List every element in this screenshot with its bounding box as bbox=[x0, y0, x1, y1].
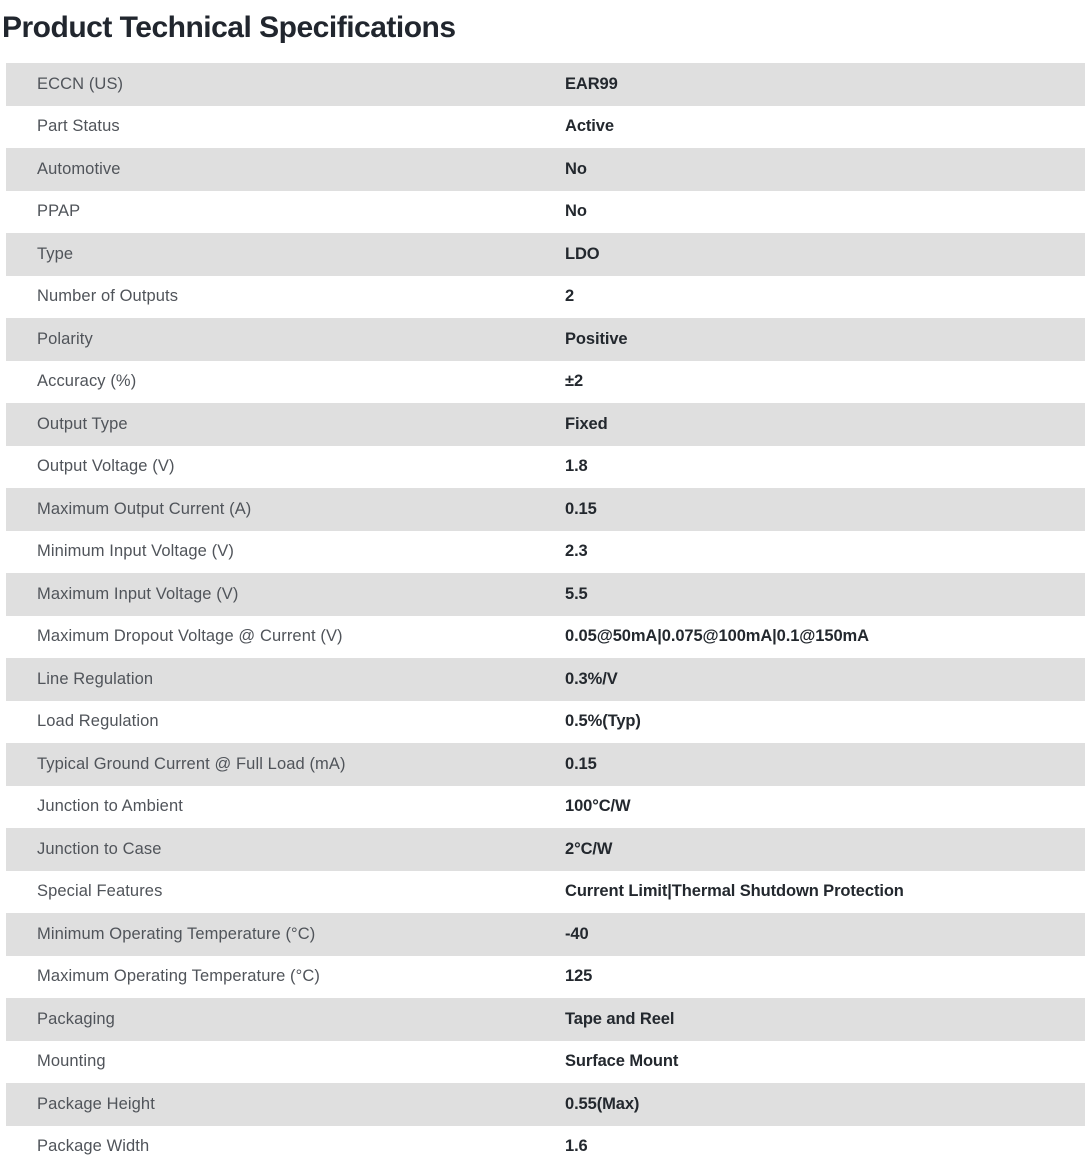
row-label: Mounting bbox=[37, 1052, 106, 1071]
row-value: 2°C/W bbox=[565, 839, 613, 858]
table-row bbox=[6, 191, 1085, 234]
table-row bbox=[6, 233, 1085, 276]
row-label: Type bbox=[37, 244, 74, 263]
row-value: 100°C/W bbox=[565, 797, 631, 816]
row-label: Package Width bbox=[37, 1137, 150, 1156]
row-value: Surface Mount bbox=[565, 1052, 679, 1071]
row-label: Accuracy (%) bbox=[37, 372, 137, 391]
table-row bbox=[6, 403, 1085, 446]
table-row bbox=[6, 531, 1085, 574]
table-row bbox=[6, 276, 1085, 319]
table-row bbox=[6, 786, 1085, 829]
table-row bbox=[6, 488, 1085, 531]
row-label: Package Height bbox=[37, 1094, 155, 1113]
row-label: Output Type bbox=[37, 414, 128, 433]
row-label: Special Features bbox=[37, 882, 163, 901]
table-row bbox=[6, 913, 1085, 956]
table-row bbox=[6, 446, 1085, 489]
row-value: No bbox=[565, 159, 587, 178]
row-value: LDO bbox=[565, 244, 600, 263]
table-row bbox=[6, 658, 1085, 701]
row-value: 125 bbox=[565, 967, 593, 986]
row-value: Tape and Reel bbox=[565, 1009, 675, 1028]
table-row bbox=[6, 573, 1085, 616]
row-value: No bbox=[565, 202, 587, 221]
table-row bbox=[6, 998, 1085, 1041]
table-row bbox=[6, 701, 1085, 744]
row-label: Automotive bbox=[37, 159, 121, 178]
row-value: 0.15 bbox=[565, 499, 597, 518]
row-value: 1.8 bbox=[565, 457, 588, 476]
row-label: Load Regulation bbox=[37, 712, 159, 731]
table-row bbox=[6, 1041, 1085, 1084]
table-row bbox=[6, 828, 1085, 871]
row-value: ±2 bbox=[565, 372, 584, 391]
row-value: Current Limit|Thermal Shutdown Protection bbox=[565, 882, 904, 901]
row-label: ECCN (US) bbox=[37, 74, 124, 93]
row-value: 2 bbox=[565, 287, 575, 306]
row-value: Active bbox=[565, 117, 614, 136]
row-label: Junction to Ambient bbox=[37, 797, 183, 816]
table-row bbox=[6, 871, 1085, 914]
row-label: Polarity bbox=[37, 329, 93, 348]
row-value: 1.6 bbox=[565, 1137, 588, 1156]
row-label: Number of Outputs bbox=[37, 287, 179, 306]
row-label: Maximum Output Current (A) bbox=[37, 499, 252, 518]
page-title: Product Technical Specifications bbox=[2, 11, 456, 44]
row-value: -40 bbox=[565, 924, 589, 943]
row-label: Part Status bbox=[37, 117, 120, 136]
table-row bbox=[6, 743, 1085, 786]
row-label: Minimum Input Voltage (V) bbox=[37, 542, 234, 561]
row-value: 2.3 bbox=[565, 542, 588, 561]
table-row bbox=[6, 361, 1085, 404]
row-label: Maximum Operating Temperature (°C) bbox=[37, 967, 320, 986]
row-value: 0.55(Max) bbox=[565, 1094, 640, 1113]
row-value: EAR99 bbox=[565, 74, 618, 93]
table-row bbox=[6, 63, 1085, 106]
table-row bbox=[6, 106, 1085, 149]
row-label: Line Regulation bbox=[37, 669, 154, 688]
row-label: Output Voltage (V) bbox=[37, 457, 175, 476]
row-label: Typical Ground Current @ Full Load (mA) bbox=[37, 754, 346, 773]
row-label: Maximum Input Voltage (V) bbox=[37, 584, 239, 603]
row-value: 5.5 bbox=[565, 584, 588, 603]
table-row bbox=[6, 956, 1085, 999]
row-label: PPAP bbox=[37, 202, 81, 221]
row-value: Positive bbox=[565, 329, 628, 348]
row-value: 0.05@50mA|0.075@100mA|0.1@150mA bbox=[565, 627, 869, 646]
row-value: Fixed bbox=[565, 414, 608, 433]
row-value: 0.15 bbox=[565, 754, 597, 773]
table-row bbox=[6, 1083, 1085, 1126]
table-row bbox=[6, 148, 1085, 191]
row-value: 0.3%/V bbox=[565, 669, 618, 688]
row-label: Junction to Case bbox=[37, 839, 162, 858]
row-label: Packaging bbox=[37, 1009, 115, 1028]
row-value: 0.5%(Typ) bbox=[565, 712, 641, 731]
table-row bbox=[6, 318, 1085, 361]
table-row bbox=[6, 1126, 1085, 1169]
table-row bbox=[6, 616, 1085, 659]
row-label: Minimum Operating Temperature (°C) bbox=[37, 924, 316, 943]
row-label: Maximum Dropout Voltage @ Current (V) bbox=[37, 627, 343, 646]
spec-table bbox=[6, 63, 1085, 1168]
